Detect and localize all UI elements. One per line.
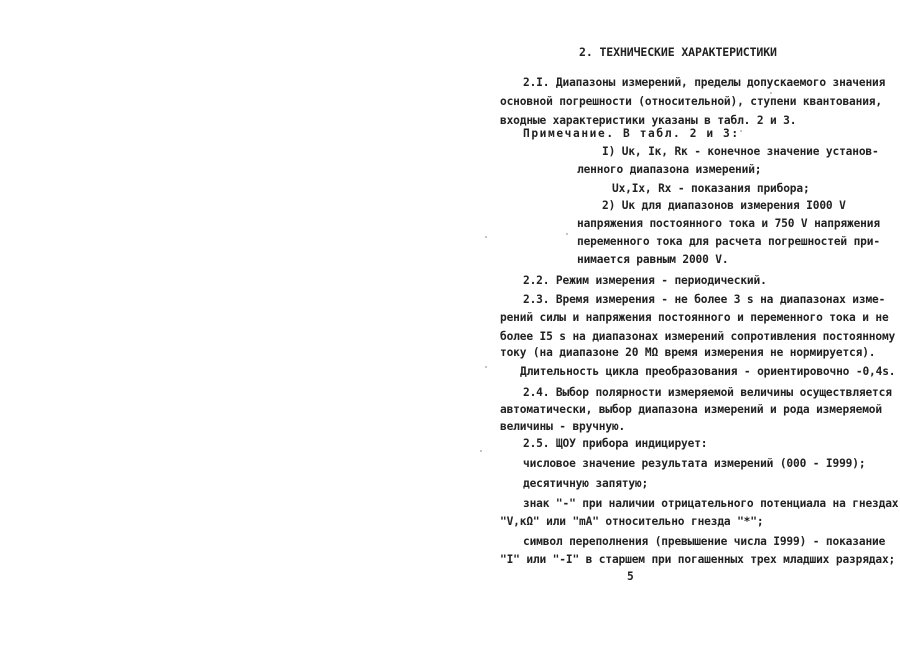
scan-speck bbox=[770, 92, 772, 94]
text-line: 2.2. Режим измерения - периодический. bbox=[523, 274, 767, 287]
text-line: величины - вручную. bbox=[500, 420, 626, 433]
text-line: Ux,Ix, Rx - показания прибора; bbox=[612, 182, 810, 195]
text-line: десятичную запятую; bbox=[523, 477, 649, 490]
text-line: входные характеристики указаны в табл. 2 и 3. bbox=[500, 114, 797, 127]
scan-speck bbox=[480, 450, 482, 452]
text-line: I) Uк, Iк, Rк - конечное значение установ- bbox=[602, 145, 879, 158]
page-number: 5 bbox=[627, 570, 634, 583]
text-line: напряжения постоянного тока и 750 V напряжения bbox=[577, 217, 880, 230]
scan-speck bbox=[485, 366, 487, 368]
text-line: Длительность цикла преобразования - ориентировочно -0,4s. bbox=[520, 365, 896, 378]
text-line: 2.5. ЩОУ прибора индицирует: bbox=[523, 437, 708, 450]
text-line: основной погрешности (относительной), ступени квантования, bbox=[500, 95, 882, 108]
text-line: автоматически, выбор диапазона измерений и рода измеряемой bbox=[500, 403, 882, 416]
text-line: знак "-" при наличии отрицательного потенциала на гнездах bbox=[523, 497, 899, 510]
text-line: 2.I. Диапазоны измерений, пределы допускаемого значения bbox=[523, 76, 886, 89]
text-line: более I5 s на диапазонах измерений сопротивления постоянному bbox=[500, 330, 896, 343]
text-line: 2.3. Время измерения - не более 3 s на диапазонах изме- bbox=[523, 293, 886, 306]
text-line: нимается равным 2000 V. bbox=[577, 253, 729, 266]
text-line: ленного диапазона измерений; bbox=[577, 163, 762, 176]
text-line: току (на диапазоне 20 МΩ время измерения не нормируется). bbox=[500, 346, 876, 359]
text-line: переменного тока для расчета погрешностей при- bbox=[577, 235, 880, 248]
text-line: символ переполнения (превышение числа I999) - показание bbox=[523, 535, 886, 548]
text-line: рений силы и напряжения постоянного и переменного тока и не bbox=[500, 311, 889, 324]
scan-speck bbox=[740, 130, 742, 132]
text-line: "I" или "-I" в старшем при погашенных трех младших разрядах; bbox=[500, 553, 896, 566]
text-line: числовое значение результата измерений (000 - I999); bbox=[523, 457, 866, 470]
scan-speck bbox=[485, 236, 487, 238]
note-heading: Примечание. В табл. 2 и 3: bbox=[523, 127, 740, 140]
text-line: "V,кΩ" или "mA" относительно гнезда "*"; bbox=[500, 515, 764, 528]
text-line: 2.4. Выбор полярности измеряемой величины осуществляется bbox=[523, 386, 892, 399]
section-title: 2. ТЕХНИЧЕСКИЕ ХАРАКТЕРИСТИКИ bbox=[579, 45, 777, 59]
scan-speck bbox=[566, 233, 568, 235]
text-line: 2) Uк для диапазонов измерения I000 V bbox=[602, 199, 846, 212]
